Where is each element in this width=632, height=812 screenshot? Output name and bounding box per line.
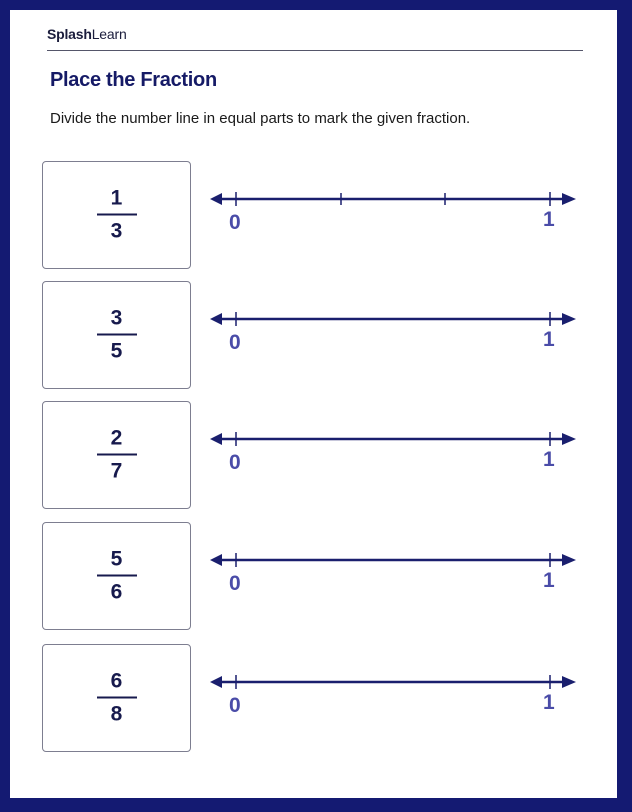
fraction (97, 670, 137, 727)
fraction (97, 187, 137, 244)
fraction-card (42, 281, 191, 389)
denominator: 5 (110, 339, 123, 363)
problem-row-1 (42, 161, 602, 269)
number-line[interactable] (210, 183, 580, 243)
numerator: 2 (110, 426, 123, 450)
instructions: Divide the number line in equal parts to mark the given fraction. (50, 110, 471, 127)
logo-bold: Splash (47, 26, 92, 42)
number-line-graphic (210, 303, 580, 333)
fraction-card (42, 401, 191, 509)
fraction (97, 548, 137, 605)
denominator: 7 (110, 459, 123, 483)
label-one: 1 (543, 328, 555, 351)
fraction-bar (97, 697, 137, 699)
fraction-bar (97, 334, 137, 336)
label-zero: 0 (229, 451, 241, 474)
label-zero: 0 (229, 572, 241, 595)
number-line[interactable] (210, 423, 580, 483)
numerator: 1 (110, 186, 123, 210)
denominator: 8 (110, 702, 123, 726)
fraction-card (42, 644, 191, 752)
number-line[interactable] (210, 303, 580, 363)
denominator: 6 (110, 580, 123, 604)
label-one: 1 (543, 208, 555, 231)
problem-row-2 (42, 281, 602, 389)
problem-row-4 (42, 522, 602, 630)
label-zero: 0 (229, 331, 241, 354)
label-zero: 0 (229, 211, 241, 234)
problem-row-5 (42, 644, 602, 752)
fraction-card (42, 522, 191, 630)
number-line-graphic (210, 666, 580, 696)
denominator: 3 (110, 219, 123, 243)
label-one: 1 (543, 691, 555, 714)
problem-row-3 (42, 401, 602, 509)
fraction (97, 307, 137, 364)
numerator: 5 (110, 547, 123, 571)
numerator: 3 (110, 306, 123, 330)
fraction (97, 427, 137, 484)
number-line-graphic (210, 183, 580, 213)
header-divider (47, 50, 583, 51)
page-title: Place the Fraction (50, 69, 217, 91)
number-line-graphic (210, 544, 580, 574)
logo-light: Learn (91, 26, 127, 42)
fraction-bar (97, 454, 137, 456)
label-zero: 0 (229, 694, 241, 717)
label-one: 1 (543, 448, 555, 471)
number-line[interactable] (210, 666, 580, 726)
number-line-graphic (210, 423, 580, 453)
numerator: 6 (110, 669, 123, 693)
fraction-bar (97, 214, 137, 216)
number-line[interactable] (210, 544, 580, 604)
splashlearn-logo (47, 26, 127, 42)
fraction-bar (97, 575, 137, 577)
label-one: 1 (543, 569, 555, 592)
fraction-card (42, 161, 191, 269)
worksheet-page (10, 10, 617, 798)
